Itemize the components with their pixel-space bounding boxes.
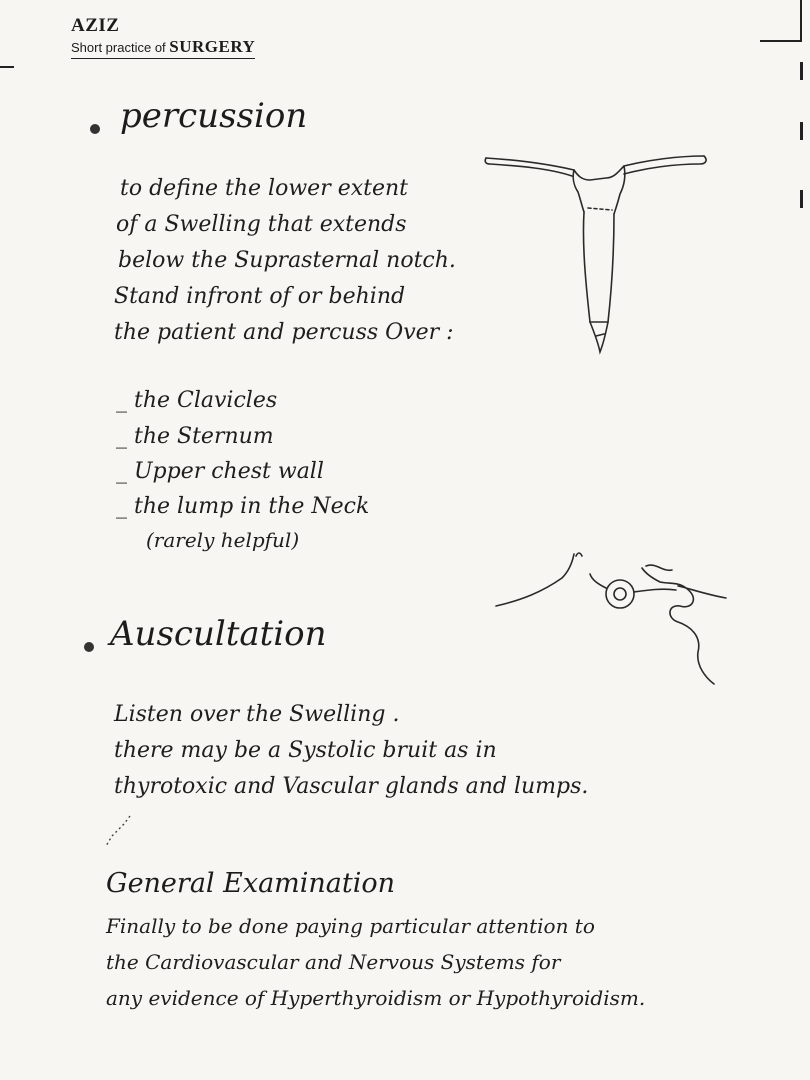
auscultation-line: Listen over the Swelling .: [114, 702, 400, 727]
general-examination-line: Finally to be done paying particular attention to: [106, 914, 595, 938]
auscultation-line: thyrotoxic and Vascular glands and lumps.: [114, 774, 589, 799]
margin-tick: [800, 122, 803, 140]
percussion-line: of a Swelling that extends: [116, 212, 407, 237]
book-title-bold: SURGERY: [169, 37, 256, 56]
pencil-mark: [100, 812, 140, 852]
book-title-prefix: Short practice of: [71, 40, 170, 55]
general-examination-line: any evidence of Hyperthyroidism or Hypothyroidism.: [106, 986, 646, 1010]
auscultation-heading: Auscultation: [110, 614, 327, 654]
percussion-item-note: (rarely helpful): [146, 528, 300, 552]
percussion-bullet: [90, 124, 100, 134]
sternum-clavicle-sketch: [478, 146, 710, 358]
percussion-item: _ the Clavicles: [116, 388, 278, 413]
percussion-line: below the Suprasternal notch.: [118, 248, 456, 273]
auscultation-line: there may be a Systolic bruit as in: [114, 738, 497, 763]
book-title: [71, 37, 255, 59]
margin-tick: [800, 62, 803, 80]
general-examination-heading: General Examination: [106, 868, 396, 899]
auscultation-bullet: [84, 642, 94, 652]
percussion-item: _ Upper chest wall: [116, 459, 324, 484]
margin-tick: [800, 190, 803, 208]
margin-tick: [0, 66, 14, 68]
percussion-line: Stand infront of or behind: [114, 284, 406, 309]
stethoscope-sketch: [492, 548, 732, 690]
page-edge-line: [760, 40, 802, 42]
percussion-line: to define the lower extent: [120, 176, 408, 201]
percussion-heading: percussion: [120, 96, 308, 136]
author-name: AZIZ: [71, 15, 120, 36]
percussion-line: the patient and percuss Over :: [114, 320, 454, 345]
page-edge-line: [800, 0, 802, 40]
percussion-item: _ the Sternum: [116, 424, 274, 449]
general-examination-line: the Cardiovascular and Nervous Systems for: [106, 950, 561, 974]
percussion-item: _ the lump in the Neck: [116, 494, 370, 519]
